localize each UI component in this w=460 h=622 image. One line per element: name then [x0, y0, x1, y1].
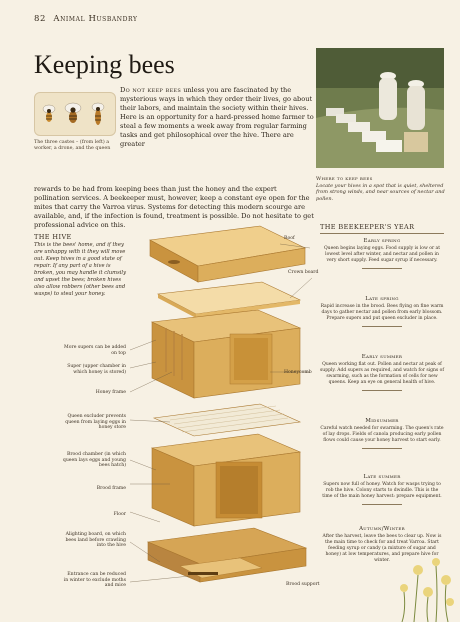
season-body: Queen begins laying eggs. Food supply is low or at lowest level after winter, and nectar and pollen in very short supply. Feed sugar syrup if necessary.	[323, 246, 441, 263]
roof-illustration	[150, 226, 305, 282]
section-name: Animal Husbandry	[53, 14, 138, 24]
drone-bee-icon	[65, 103, 81, 123]
running-head	[34, 14, 138, 24]
photo-caption-body: Locate your hives in a spot that is quiet, sheltered from strong winds, and near sources of nectar and pollen.	[316, 182, 445, 202]
brood-chamber-illustration	[152, 434, 300, 526]
label-honeycomb: Honeycomb	[284, 370, 312, 375]
intro-lead: Do not keep bees	[120, 86, 182, 94]
label-entrance: Entrance can be reduced in winter to exclude moths and mice	[63, 572, 126, 589]
super-illustration	[152, 310, 300, 398]
season-name: Midsummer	[365, 418, 399, 424]
season-divider	[362, 448, 402, 449]
flowers-illustration	[318, 540, 460, 622]
season-body: Careful watch needed for swarming. The queen's rate of lay drops. Fields of canola producing early pollen flows could cause your honey harvest to start early.	[320, 426, 444, 443]
season-divider	[362, 326, 402, 327]
bee-castes-caption: The three castes – (from left) a worker, a drone, and the queen	[34, 140, 111, 151]
season-early-spring	[320, 238, 444, 269]
bee-castes-illustration	[34, 92, 116, 136]
page-number: 82	[34, 14, 47, 24]
season-body: Queen working flat out. Pollen and nectar at peak of supply. Add supers as required, and watch for signs of swarming, such as the formation of cells for new queens. Keep an eye on general health of hive.	[320, 362, 444, 385]
label-super: Super (upper chamber in which honey is stored)	[67, 364, 126, 375]
season-divider	[362, 504, 402, 505]
floor-illustration	[148, 528, 306, 582]
label-roof: Roof	[284, 236, 295, 241]
season-body: Supers now full of honey. Watch for wasps trying to rob the hive. Colony starts to dwindle. This is the time of the main honey harvest: prepare equipment.	[322, 482, 442, 499]
season-name: Late summer	[363, 474, 401, 480]
intro-text	[120, 86, 316, 149]
beekeeper-right-figure	[407, 80, 425, 130]
season-late-summer	[320, 474, 444, 505]
season-midsummer	[320, 418, 444, 449]
label-more-supers: More supers can be added on top	[64, 345, 126, 356]
beekeeper-left-figure	[379, 72, 397, 120]
season-divider	[362, 268, 402, 269]
label-brood-chamber: Brood chamber (in which queen lays eggs and young bees hatch)	[62, 452, 126, 469]
beekeepers-photo	[316, 48, 444, 168]
label-floor: Floor	[113, 512, 126, 517]
photo-caption	[316, 176, 446, 202]
hive-heading: THE HIVE	[34, 233, 72, 241]
label-alighting-board: Alighting board, on which bees land before crawling into the hive	[65, 532, 126, 549]
photo-caption-title: Where to keep bees	[316, 176, 373, 182]
bees-svg	[35, 93, 115, 135]
page-title: Keeping bees	[34, 50, 175, 79]
label-brood-frame: Brood frame	[96, 486, 126, 491]
queen-excluder-illustration	[154, 404, 300, 436]
season-name: Early spring	[363, 238, 401, 244]
beekeepers-photo-svg	[316, 48, 444, 168]
label-honey-frame: Honey frame	[95, 390, 126, 395]
season-early-summer	[320, 354, 444, 391]
season-name: Early summer	[361, 354, 403, 360]
crown-board-illustration	[158, 282, 300, 318]
intro-body-full: rewards to be had from keeping bees than just the honey and the expert pollination services. A beekeeper must, however, keep a constant eye open for the mites that carry the Varroa virus. Systems for detecting this modern scourge are available, and, if the infection is found, treatment is possible. Do not hesitate to get professional advice on this.	[34, 185, 314, 229]
intro-body-top: unless you are fascinated by the mysterious ways in which they order their lives, go about their labors, and maintain the society within their hives. Here is an opportunity for a hard-pressed home farmer to steal a few moments a week away from regular farming tasks and get philosophical over the hive. There are greater	[120, 86, 314, 148]
season-divider	[362, 390, 402, 391]
worker-bee-icon	[43, 105, 55, 122]
label-queen-excluder: Queen excluder prevents queen from laying eggs in honey store	[65, 414, 126, 431]
queen-bee-icon	[92, 103, 104, 125]
season-name: Autumn/Winter	[359, 526, 405, 532]
hive-intro: This is the bees' home, and if they are unhappy with it they will move out. Keep hives in a good state of repair. If any part of a hive is broken, you may handle it clumsily and upset the bees; broken hives also allow robbers (other bees and wasps) to steal your honey.	[34, 242, 127, 297]
beekeepers-year-heading: THE BEEKEEPER'S YEAR	[320, 223, 444, 234]
season-body: After the harvest, leave the bees to clear up. Now is the main time to check for and treat Varroa. Start feeding syrup or candy (a mixture of sugar and honey) at low temperatures, and prepare hive for winter.	[322, 534, 442, 563]
label-brood-support: Brood support	[286, 582, 320, 587]
season-late-spring	[320, 296, 444, 327]
season-name: Late spring	[365, 296, 399, 302]
season-body: Rapid increase in the brood. Bees flying on fine warm days to gather nectar and pollen from early blossom. Prepare supers and put queen excluder in place.	[320, 304, 444, 321]
label-crown-board: Crown board	[288, 270, 319, 275]
hive-diagram	[130, 222, 320, 612]
